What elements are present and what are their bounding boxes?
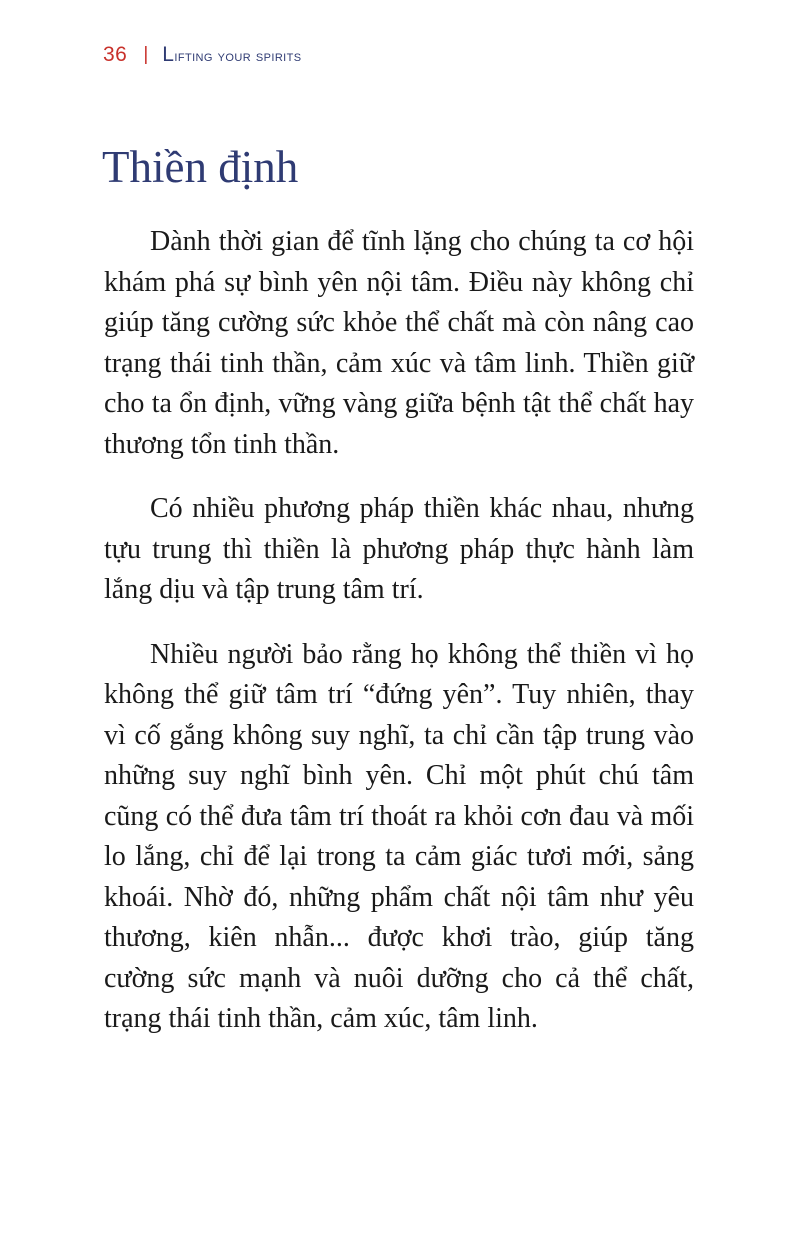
running-head (103, 40, 302, 70)
paragraph-1: Dành thời gian để tĩnh lặng cho chúng ta cơ hội khám phá sự bình yên nội tâm. Điều này không chỉ giúp tăng cường sức khỏe thể chất mà còn nâng cao trạng thái tinh thần, cảm xúc và tâm linh. Thiền giữ cho ta ổn định, vững vàng giữa bệnh tật thể chất hay thương tổn tinh thần. (104, 226, 694, 460)
running-title: Lifting your spirits (162, 43, 302, 66)
paragraph-2: Có nhiều phương pháp thiền khác nhau, nhưng tựu trung thì thiền là phương pháp thực hành làm lắng dịu và tập trung tâm trí. (104, 493, 694, 605)
page-number: 36 (103, 43, 128, 66)
body-text (104, 222, 694, 1064)
header-separator: | (143, 44, 149, 65)
paragraph-3: Nhiều người bảo rằng họ không thể thiền vì họ không thể giữ tâm trí “đứng yên”. Tuy nhiên, thay vì cố gắng không suy nghĩ, ta chỉ cần tập trung vào những suy nghĩ bình yên. Chỉ một phút chú tâm cũng có thể đưa tâm trí thoát ra khỏi cơn đau và mối lo lắng, chỉ để lại trong ta cảm giác tươi mới, sảng khoái. Nhờ đó, những phẩm chất nội tâm như yêu thương, kiên nhẫn... được khơi trào, giúp tăng cường sức mạnh và nuôi dưỡng cho cả thể chất, trạng thái tinh thần, cảm xúc, tâm linh. (104, 638, 694, 1034)
chapter-title: Thiền định (102, 142, 299, 192)
